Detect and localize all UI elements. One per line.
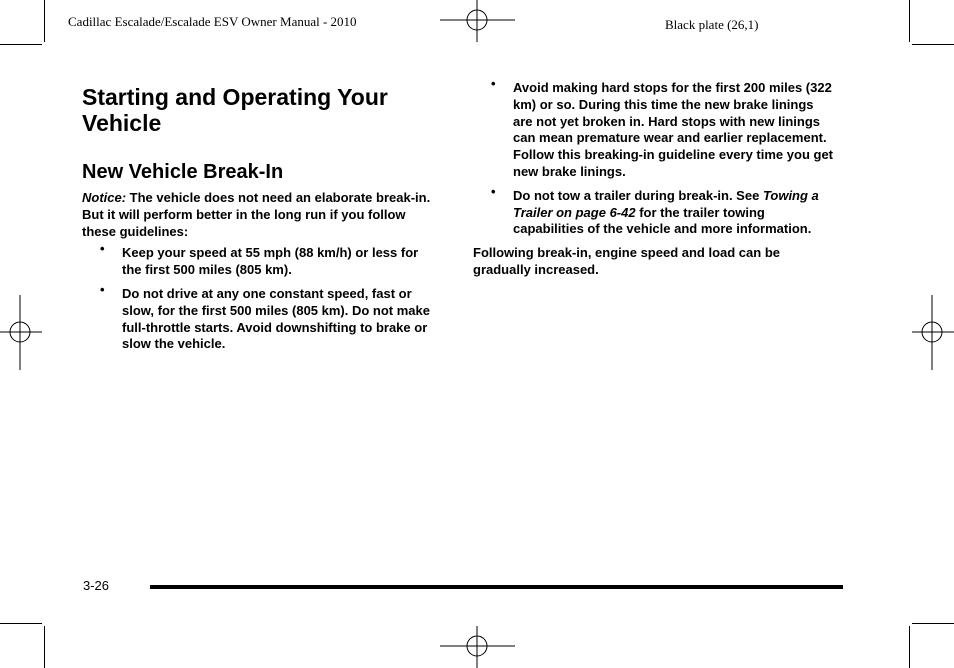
crop-mark-bottom-right-v: [909, 626, 910, 668]
notice-label: Notice:: [82, 190, 127, 205]
notice-text: The vehicle does not need an elaborate break-in. But it will perform better in the long run if you follow these guidelines:: [82, 190, 431, 239]
plate-label: Black plate (26,1): [665, 17, 759, 32]
bullet-icon: •: [100, 281, 105, 297]
cross-reference-link[interactable]: Towing a Trailer on page 6-42: [513, 187, 819, 220]
bullet-text: Keep your speed at 55 mph (88 km/h) or less for the first 500 miles (805 km).: [122, 245, 419, 278]
notice-paragraph: [82, 190, 440, 240]
list-item: [82, 281, 440, 353]
closing-paragraph: Following break-in, engine speed and load can be gradually increased.: [473, 245, 780, 277]
footer-rule: [150, 585, 843, 589]
bullet-text-prefix: Do not tow a trailer during break-in. See: [513, 187, 763, 203]
list-item: [473, 183, 833, 238]
bullet-icon: •: [491, 76, 496, 91]
left-column: [82, 84, 440, 360]
crop-mark-top-left-h: [0, 44, 42, 45]
bullet-text-suffix: for the trailer towing capabilities of the vehicle and more information.: [513, 204, 812, 237]
crop-mark-top-right-v: [909, 0, 910, 42]
list-item: [82, 241, 440, 279]
crop-mark-bottom-right-h: [912, 623, 954, 624]
registration-mark-right-icon: [912, 295, 954, 370]
crop-mark-bottom-left-v: [44, 626, 45, 668]
bullet-icon: •: [100, 241, 105, 257]
crop-mark-bottom-left-h: [0, 623, 42, 624]
section-title: Starting and Operating Your Vehicle: [82, 84, 388, 136]
page-number: 3-26: [83, 578, 110, 593]
registration-mark-top-icon: [440, 0, 515, 42]
registration-mark-left-icon: [0, 295, 42, 370]
section-subtitle: New Vehicle Break-In: [82, 161, 284, 183]
right-column: [473, 76, 833, 279]
right-bullet-list: [473, 76, 833, 238]
manual-title: Cadillac Escalade/Escalade ESV Owner Manual - 2010: [68, 14, 357, 29]
crop-mark-top-left-v: [44, 0, 45, 42]
bullet-text: Do not drive at any one constant speed, fast or slow, for the first 500 miles (805 km). Do not make full-throttle starts. Avoid downshifting to brake or slow the vehicle.: [122, 285, 431, 352]
crop-mark-top-right-h: [912, 44, 954, 45]
list-item: [473, 76, 833, 181]
left-bullet-list: [82, 241, 440, 353]
bullet-icon: •: [491, 183, 496, 199]
bullet-text: Avoid making hard stops for the first 200 miles (322 km) or so. During this time the new brake linings are not yet broken in. Hard stops with new linings can mean premature wear and earlier replacement. Follow this breaking-in guideline every time you get new brake linings.: [513, 80, 833, 179]
registration-mark-bottom-icon: [440, 626, 515, 668]
